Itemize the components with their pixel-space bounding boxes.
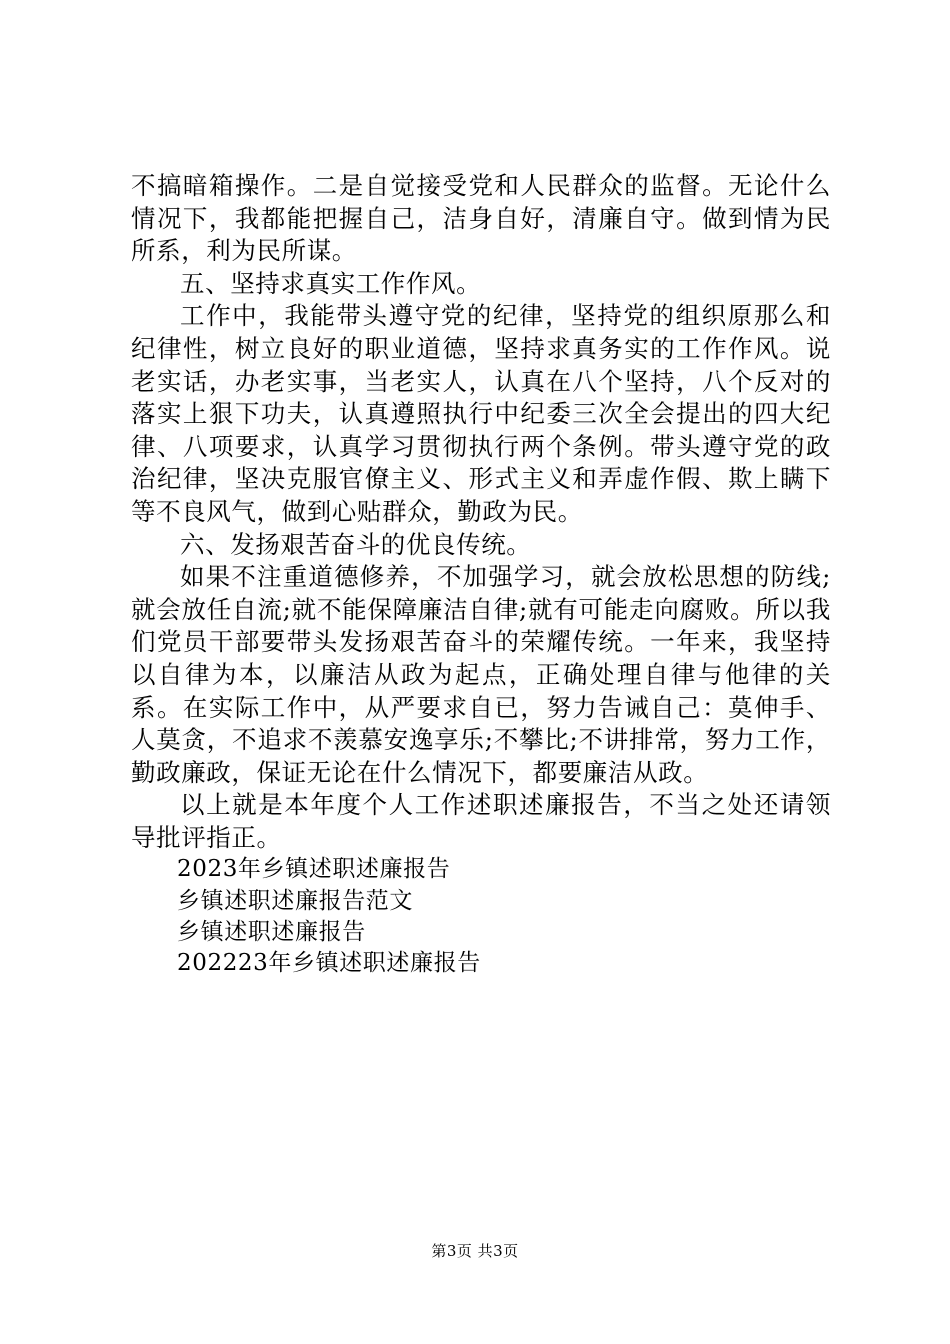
closing-paragraph: 以上就是本年度个人工作述职述廉报告，不当之处还请领导批评指正。 xyxy=(131,790,831,852)
related-link[interactable]: 乡镇述职述廉报告 xyxy=(177,918,366,945)
page-number-footer: 第3页 共3页 xyxy=(431,1242,519,1260)
body-paragraph: 如果不注重道德修养，不加强学习，就会放松思想的防线;就会放任自流;就不能保障廉洁自律;就有可能走向腐败。所以我们党员干部要带头发扬艰苦奋斗的荣耀传统。一年来，我坚持以自律为本，以廉洁从政为起点，正确处理自律与他律的关系。在实际工作中，从严要求自已，努力告诫自己：莫伸手、人莫贪，不追求不羡慕安逸享乐;不攀比;不讲排常，努力工作，勤政廉政，保证无论在什么情况下，都要廉洁从政。 xyxy=(131,562,831,787)
related-links-list xyxy=(131,854,831,979)
section-heading-six: 六、发扬艰苦奋斗的优良传统。 xyxy=(180,529,532,559)
related-link[interactable]: 202223年乡镇述职述廉报告 xyxy=(177,950,481,977)
body-paragraph: 不搞暗箱操作。二是自觉接受党和人民群众的监督。无论什么情况下，我都能把握自己，洁身自好，清廉自守。做到情为民所系，利为民所谋。 xyxy=(131,171,831,266)
related-link[interactable]: 乡镇述职述廉报告范文 xyxy=(177,887,413,914)
section-heading-five: 五、坚持求真实工作作风。 xyxy=(180,268,482,298)
related-link[interactable]: 2023年乡镇述职述廉报告 xyxy=(177,856,451,883)
body-paragraph: 工作中，我能带头遵守党的纪律，坚持党的组织原那么和纪律性，树立良好的职业道德，坚持求真务实的工作作风。说老实话，办老实事，当老实人，认真在八个坚持，八个反对的落实上狠下功夫，认真遵照执行中纪委三次全会提出的四大纪律、八项要求，认真学习贯彻执行两个条例。带头遵守党的政治纪律，坚决克服官僚主义、形式主义和弄虚作假、欺上瞒下等不良风气，做到心贴群众，勤政为民。 xyxy=(131,301,831,526)
document-body xyxy=(131,170,831,979)
